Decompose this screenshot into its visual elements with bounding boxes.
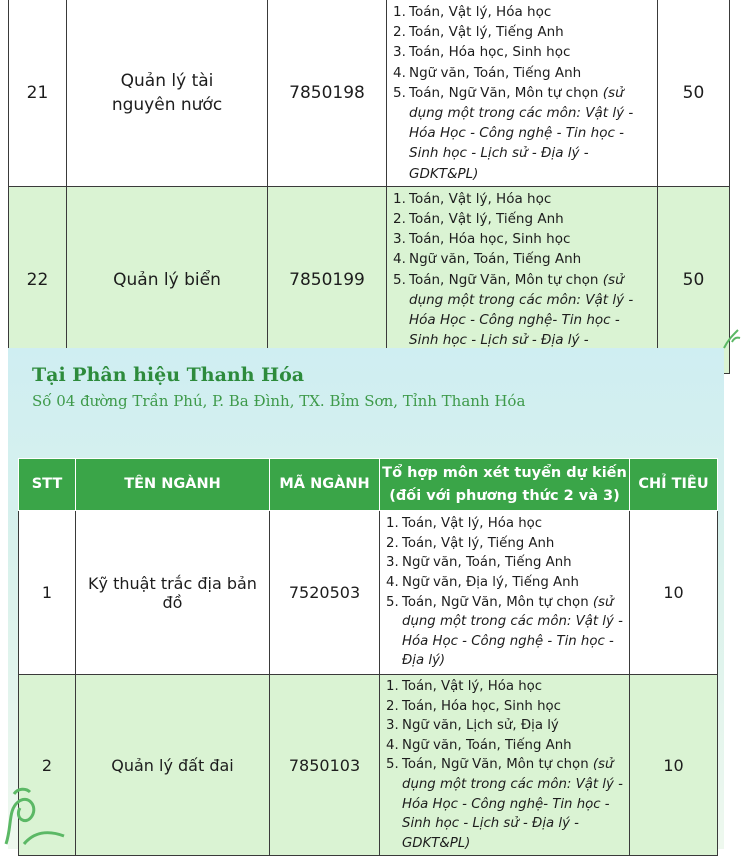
- combo-list: [386, 677, 625, 853]
- table-row: [9, 186, 730, 373]
- combo-number: 2.: [393, 24, 406, 41]
- major-name-cell: Quản lý biển: [67, 186, 268, 373]
- combo-text: Ngữ văn, Toán, Tiếng Anh: [409, 251, 582, 268]
- combo-number: 4.: [386, 737, 399, 753]
- branch-section: [8, 348, 724, 849]
- combo-text: Toán, Ngữ Văn, Môn tự chọn: [409, 271, 599, 288]
- combo-text: Ngữ văn, Toán, Tiếng Anh: [402, 555, 572, 571]
- quota-cell: 50: [658, 186, 730, 373]
- combo-item: [386, 755, 625, 853]
- header-combos: [380, 459, 630, 511]
- table-row: [19, 675, 718, 856]
- combo-list: [386, 514, 625, 671]
- branch-address: Số 04 đường Trần Phú, P. Ba Đình, TX. Bỉm Sơn, Tỉnh Thanh Hóa: [32, 392, 526, 410]
- combo-note: (sử dụng một trong các môn: Vật lý - Hóa Học - Công nghệ - Tin học - Sinh học - Lịch sử - Địa lý -GDKT&PL): [409, 84, 634, 182]
- major-code-cell: 7850199: [268, 186, 387, 373]
- header-major-code: MÃ NGÀNH: [270, 459, 380, 511]
- combo-cell: [387, 186, 658, 373]
- combo-text: Toán, Hóa học, Sinh học: [402, 698, 561, 714]
- combo-text: Toán, Vật lý, Hóa học: [409, 190, 552, 207]
- combo-text: Toán, Vật lý, Hóa học: [402, 679, 543, 694]
- major-name-cell: Quản lý đất đai: [76, 675, 270, 856]
- combo-note: (sử dụng một trong các môn: Vật lý - Hóa Học - Công nghệ - Tin học - Địa lý): [402, 594, 623, 669]
- combo-cell: [387, 0, 658, 186]
- combo-text: Ngữ văn, Địa lý, Tiếng Anh: [402, 574, 579, 590]
- quota-cell: 10: [630, 511, 718, 675]
- combo-text: Toán, Vật lý, Hóa học: [402, 516, 543, 532]
- combo-text: Toán, Ngữ Văn, Môn tự chọn: [409, 84, 599, 101]
- major-name: Quản lý tài nguyên nước: [111, 70, 223, 115]
- combo-number: 5.: [393, 84, 406, 101]
- combo-number: 3.: [393, 44, 406, 61]
- combo-item: [386, 697, 625, 717]
- combo-cell: [380, 511, 630, 675]
- combo-item: [386, 553, 625, 573]
- combo-item: [393, 83, 653, 184]
- combo-number: 4.: [393, 251, 406, 268]
- header-major-name: TÊN NGÀNH: [76, 459, 270, 511]
- combo-number: 2.: [393, 211, 406, 228]
- top-table-section: [0, 0, 742, 348]
- combo-number: 3.: [386, 555, 399, 571]
- branch-title: Tại Phân hiệu Thanh Hóa: [32, 364, 305, 386]
- combo-text: Toán, Hóa học, Sinh học: [409, 44, 571, 61]
- combo-number: 1.: [386, 679, 399, 694]
- combo-item: [393, 189, 653, 209]
- combo-cell: [380, 675, 630, 856]
- table-row: [19, 511, 718, 675]
- combo-note: (sử dụng một trong các môn: Vật lý - Hóa Học - Công nghệ- Tin học - Sinh học - Lịch sử - Địa lý -: [409, 271, 634, 349]
- combo-item: [386, 677, 625, 697]
- combo-item: [393, 209, 653, 229]
- combo-item: [386, 716, 625, 736]
- quota-cell: 50: [658, 0, 730, 186]
- leaf-decoration-icon: [722, 328, 742, 350]
- combo-number: 1.: [393, 4, 406, 20]
- combo-number: 4.: [393, 64, 406, 81]
- combo-text: Toán, Vật lý, Hóa học: [409, 4, 552, 20]
- combo-item: [386, 736, 625, 756]
- combo-text: Toán, Vật lý, Tiếng Anh: [409, 211, 564, 228]
- combo-item: [393, 42, 653, 62]
- stt-cell: 22: [9, 186, 67, 373]
- combo-item: [393, 249, 653, 269]
- combo-item: [386, 573, 625, 593]
- combo-text: Toán, Ngữ Văn, Môn tự chọn: [402, 757, 589, 773]
- combo-number: 5.: [393, 271, 406, 288]
- combo-text: Ngữ văn, Lịch sử, Địa lý: [402, 718, 559, 734]
- combo-list: [393, 2, 653, 184]
- combo-number: 1.: [393, 190, 406, 207]
- table-row: [9, 0, 730, 186]
- combo-number: 3.: [386, 718, 399, 734]
- combo-item: [386, 593, 625, 671]
- combo-item: [393, 63, 653, 83]
- combo-item: [393, 22, 653, 42]
- combo-text: Ngữ văn, Toán, Tiếng Anh: [402, 737, 572, 753]
- stt-cell: 2: [19, 675, 76, 856]
- combo-number: 2.: [386, 535, 399, 551]
- quota-cell: 10: [630, 675, 718, 856]
- stt-cell: 21: [9, 0, 67, 186]
- combo-number: 4.: [386, 574, 399, 590]
- combo-list: [393, 189, 653, 371]
- combo-number: 1.: [386, 516, 399, 532]
- header-combos-line1: Tổ hợp môn xét tuyển dự kiến: [382, 464, 627, 481]
- major-name-cell: Kỹ thuật trắc địa bản đồ: [76, 511, 270, 675]
- header-combos-line2: (đối với phương thức 2 và 3): [389, 487, 620, 504]
- combo-number: 3.: [393, 231, 406, 248]
- combo-number: 5.: [386, 594, 399, 610]
- combo-text: Ngữ văn, Toán, Tiếng Anh: [409, 64, 582, 81]
- combo-text: Toán, Vật lý, Tiếng Anh: [402, 535, 555, 551]
- table-header-row: [19, 459, 718, 511]
- major-code-cell: 7520503: [270, 511, 380, 675]
- combo-item: [386, 534, 625, 554]
- combo-item: [393, 2, 653, 22]
- major-name-cell: [67, 0, 268, 186]
- major-code-cell: 7850198: [268, 0, 387, 186]
- header-quota: CHỈ TIÊU: [630, 459, 718, 511]
- stt-cell: 1: [19, 511, 76, 675]
- combo-number: 2.: [386, 698, 399, 714]
- combo-note: (sử dụng một trong các môn: Vật lý - Hóa Học - Công nghệ- Tin học - Sinh học - Lịch sử - Địa lý -GDKT&PL): [402, 757, 623, 851]
- combo-text: Toán, Ngữ Văn, Môn tự chọn: [402, 594, 589, 610]
- major-code-cell: 7850103: [270, 675, 380, 856]
- branch-majors-table: [18, 458, 718, 856]
- combo-item: [386, 514, 625, 534]
- combo-number: 5.: [386, 757, 399, 773]
- combo-item: [393, 229, 653, 249]
- combo-text: Toán, Vật lý, Tiếng Anh: [409, 24, 564, 41]
- swirl-decoration-icon: [4, 786, 74, 846]
- combo-text: Toán, Hóa học, Sinh học: [409, 231, 571, 248]
- header-stt: STT: [19, 459, 76, 511]
- majors-table-continued: [8, 0, 730, 374]
